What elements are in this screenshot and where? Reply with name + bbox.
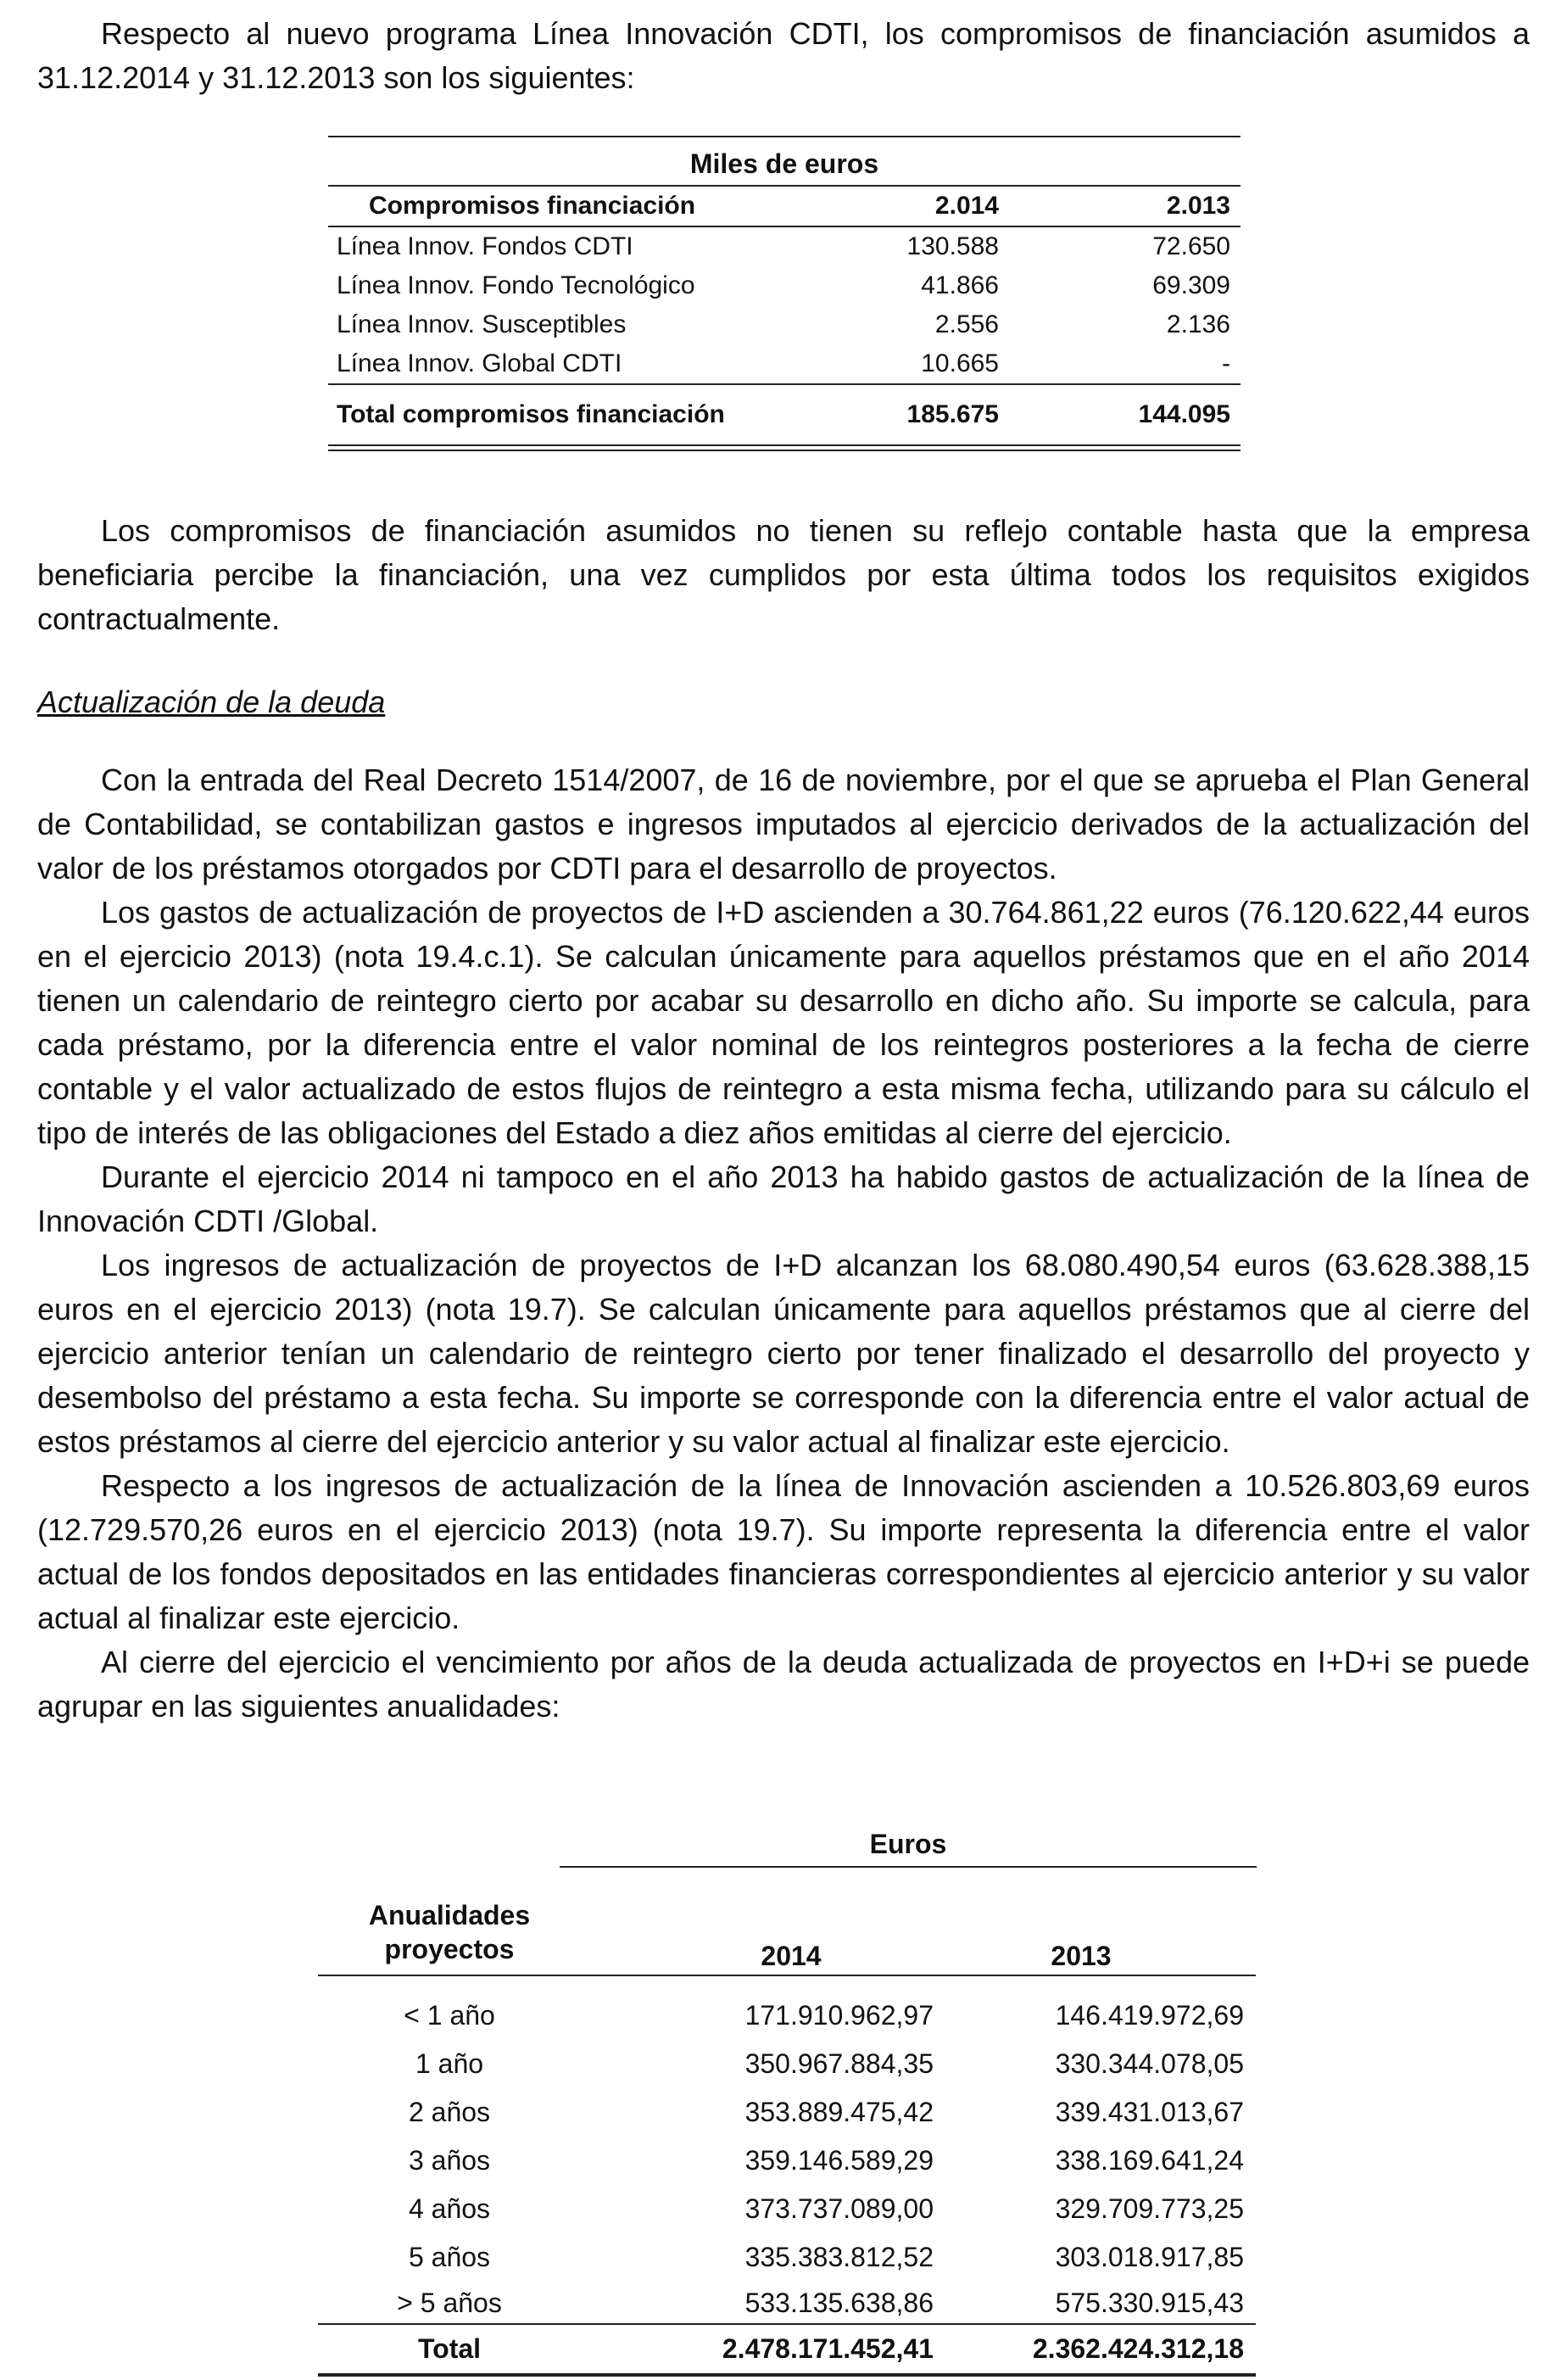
row-value-2014: 373.737.089,00 — [744, 2193, 934, 2224]
row-label: 2 años — [408, 2097, 491, 2127]
row-label: 3 años — [408, 2145, 491, 2176]
row-value-2013: 339.431.013,67 — [1055, 2097, 1244, 2127]
row-value-2014: 10.665 — [921, 349, 999, 377]
total-label: Total — [417, 2333, 482, 2364]
table1-total-row — [328, 385, 1241, 446]
table1-unit: Miles de euros — [689, 148, 879, 179]
row-value-2014: 41.866 — [921, 271, 999, 299]
total-2013: 144.095 — [1138, 400, 1230, 428]
row-value-2014: 350.967.884,35 — [744, 2048, 934, 2079]
row-value-2013: 146.419.972,69 — [1055, 2000, 1244, 2031]
row-value-2013: 329.709.773,25 — [1055, 2193, 1244, 2224]
table2-total-row — [318, 2323, 1256, 2375]
row-value-2013: 303.018.917,85 — [1055, 2242, 1244, 2272]
table-row — [318, 2040, 1256, 2088]
table-row — [318, 2185, 1256, 2233]
row-label: 5 años — [408, 2242, 491, 2272]
table2-header-2013: 2013 — [1051, 1941, 1112, 1971]
row-label: Línea Innov. Global CDTI — [337, 349, 622, 377]
table-row — [318, 2137, 1256, 2185]
total-2013: 2.362.424.312,18 — [1032, 2333, 1244, 2364]
total-label: Total compromisos financiación — [337, 400, 725, 428]
table-row — [328, 227, 1241, 266]
compromisos-paragraph: Los compromisos de financiación asumidos no tienen su reflejo contable hasta que la empresa beneficiaria percibe la financiación, una vez cumplidos por esta última todos los requisitos exigidos contractualmente. — [37, 513, 1530, 636]
financing-commitments-table — [328, 136, 1241, 451]
paragraph: Respecto a los ingresos de actualización de la línea de Innovación ascienden a 10.526.803,69 euros (12.729.570,26 euros en el ejercicio 2013) (nota 19.7). Su importe representa la diferencia entre el valor actual de los fondos depositados en las entidades financieras correspondientes al ejercicio anterior y su valor actual al finalizar este ejercicio. — [37, 1468, 1530, 1635]
total-2014: 2.478.171.452,41 — [722, 2333, 934, 2364]
row-value-2013: - — [1222, 349, 1230, 377]
row-label: Línea Innov. Fondo Tecnológico — [337, 271, 695, 299]
table-row — [328, 344, 1241, 385]
table-row — [328, 266, 1241, 305]
table-row — [328, 305, 1241, 344]
table2-header-label — [318, 1898, 581, 1966]
header-label-line2: proyectos — [384, 1934, 515, 1964]
paragraph: Al cierre del ejercicio el vencimiento por años de la deuda actualizada de proyectos en I+D+i se puede agrupar en las siguientes anualidades: — [37, 1645, 1530, 1724]
row-value-2014: 171.910.962,97 — [744, 2000, 934, 2031]
row-label: 1 año — [415, 2048, 484, 2079]
paragraph: Los ingresos de actualización de proyectos de I+D alcanzan los 68.080.490,54 euros (63.628.388,15 euros en el ejercicio 2013) (nota 19.7). Se calculan únicamente para aquellos préstamos que al cierre del ejercicio anterior tenían un calendario de reintegro cierto por tener finalizado el desarrollo del proyecto y desembolso del préstamo a esta fecha. Su importe se corresponde con la diferencia entre el valor actual de estos préstamos al cierre del ejercicio anterior y su valor actual al finalizar este ejercicio. — [37, 1248, 1530, 1459]
row-value-2013: 2.136 — [1166, 310, 1230, 338]
row-value-2013: 575.330.915,43 — [1055, 2288, 1244, 2318]
row-value-2014: 533.135.638,86 — [744, 2288, 934, 2318]
row-label: Línea Innov. Fondos CDTI — [337, 232, 633, 260]
table1-header-label: Compromisos financiación — [369, 192, 696, 220]
row-label: > 5 años — [397, 2288, 502, 2318]
section-title: Actualización de la deuda — [37, 684, 386, 719]
row-label: 4 años — [408, 2193, 491, 2224]
document-body — [37, 509, 1530, 1729]
row-value-2014: 335.383.812,52 — [744, 2242, 934, 2272]
table1-header-2013: 2.013 — [1166, 192, 1230, 220]
paragraph: Durante el ejercicio 2014 ni tampoco en el año 2013 ha habido gastos de actualización de la línea de Innovación CDTI /Global. — [37, 1159, 1530, 1238]
intro-paragraph: Respecto al nuevo programa Línea Innovación CDTI, los compromisos de financiación asumidos a 31.12.2014 y 31.12.2013 son los siguientes: — [37, 16, 1530, 95]
table-row — [318, 2233, 1256, 2282]
table2-header-row — [318, 1890, 1256, 1976]
row-value-2014: 2.556 — [934, 310, 999, 338]
row-value-2013: 72.650 — [1152, 232, 1230, 260]
row-value-2013: 69.309 — [1152, 271, 1230, 299]
table1-header-2014: 2.014 — [934, 192, 999, 220]
row-label: < 1 año — [404, 2000, 495, 2031]
paragraph: Con la entrada del Real Decreto 1514/2007, de 16 de noviembre, por el que se aprueba el Plan General de Contabilidad, se contabilizan gastos e ingresos imputados al ejercicio derivados de la actualización del valor de los préstamos otorgados por CDTI para el desarrollo de proyectos. — [37, 763, 1530, 886]
table2-unit: Euros — [560, 1822, 1257, 1868]
table2-header-2014: 2014 — [761, 1941, 822, 1971]
header-label-line1: Anualidades — [368, 1900, 531, 1930]
row-value-2014: 359.146.589,29 — [744, 2145, 934, 2176]
document-page — [37, 12, 1530, 100]
table-row — [318, 2088, 1256, 2137]
row-value-2013: 330.344.078,05 — [1055, 2048, 1244, 2079]
table1-header-row — [328, 185, 1241, 227]
row-label: Línea Innov. Susceptibles — [337, 310, 627, 338]
row-value-2014: 353.889.475,42 — [744, 2097, 934, 2127]
row-value-2013: 338.169.641,24 — [1055, 2145, 1244, 2176]
row-value-2014: 130.588 — [906, 232, 999, 260]
paragraph: Los gastos de actualización de proyectos de I+D ascienden a 30.764.861,22 euros (76.120.622,44 euros en el ejercicio 2013) (nota 19.4.c.1). Se calculan únicamente para aquellos préstamos que en el año 2014 tienen un calendario de reintegro cierto por acabar su desarrollo en dicho año. Su importe se calcula, para cada préstamo, por la diferencia entre el valor nominal de los reintegros posteriores a la fecha de cierre contable y el valor actualizado de estos flujos de reintegro a esta misma fecha, utilizando para su cálculo el tipo de interés de las obligaciones del Estado a diez años emitidas al cierre del ejercicio. — [37, 895, 1530, 1150]
table-row — [318, 2282, 1256, 2324]
table-row — [318, 1992, 1256, 2040]
total-2014: 185.675 — [906, 400, 999, 428]
